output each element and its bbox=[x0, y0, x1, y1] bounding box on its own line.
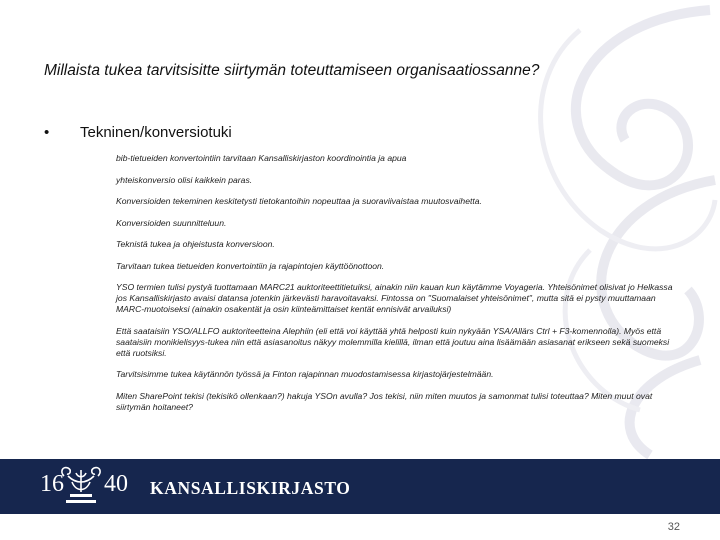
bullet-text: Tekninen/konversiotuki bbox=[80, 124, 232, 141]
logo-wordmark: KANSALLISKIRJASTO bbox=[150, 478, 351, 498]
response-item: yhteiskonversio olisi kaikkein paras. bbox=[116, 174, 253, 185]
response-item: Konversioiden suunnitteluun. bbox=[116, 217, 227, 228]
column-capital-logo-icon bbox=[58, 462, 104, 512]
response-item: bib-tietueiden konvertointiin tarvitaan Kansalliskirjaston koordinointia ja apua bbox=[116, 153, 407, 163]
response-item: Että saataisiin YSO/ALLFO auktoriteetteina Alephiin (eli että voi käyttää yhtä helposti kuin nykyään YSA/Allärs Ctrl + F3-komennolla). Myös että saataisiin monikielisyys-tukea niin että asiasanoitus näkyy molemmilla kielillä, ilman että joutuu aina lisäämään asiasanat erikseen sekä suomeksi että ruotsiksi. bbox=[116, 325, 670, 358]
footer-bar bbox=[0, 459, 720, 514]
page-number: 32 bbox=[667, 521, 680, 533]
response-item: Teknistä tukea ja ohjeistusta konversioon. bbox=[116, 239, 275, 249]
response-item: Miten SharePoint tekisi (tekisikö ollenkaan?) hakuja YSOn avulla? Jos tekisi, niin miten muutos ja samonmat tulisi toteuttaa? Miten muut ovat siirtymän hoitaneet? bbox=[116, 390, 653, 412]
bullet-marker: • bbox=[44, 124, 50, 141]
response-list bbox=[116, 153, 676, 423]
response-item: Konversioiden tekeminen keskitetysti tietokantoihin nopeuttaa ja suoraviivaistaa muutosvaihetta. bbox=[116, 196, 482, 206]
response-item: Tarvitsisimme tukea käytännön työssä ja Finton rajapinnan muodostamisessa kirjastojärjestelmään. bbox=[116, 369, 494, 379]
logo-year-right: 40 bbox=[104, 471, 128, 497]
logo-year-left: 16 bbox=[40, 471, 64, 497]
slide-title: Millaista tukea tarvitsisitte siirtymän toteuttamiseen organisaatiossanne? bbox=[44, 62, 540, 79]
response-item: Tarvitaan tukea tietueiden konvertointiin ja rajapintojen käyttöönottoon. bbox=[116, 260, 385, 271]
response-item: YSO termien tulisi pystyä tuottamaan MARC21 auktoriteettitietuiksi, ainakin niin kauan kun käytämme Voyageria. Yhteisönimet olisivat jo Helkassa jos Kansalliskirjasto avaisi datansa jotenkin järkevästi haravoitavaksi. Fintossa on "Suomalaiset yhteisönimet", mutta sitä ei pysty muuttamaan MARC-muotoiseksi (ainakin osakentät ja osin kiinteämittaiset kentät ennisivät arvailuksi) bbox=[116, 282, 673, 314]
